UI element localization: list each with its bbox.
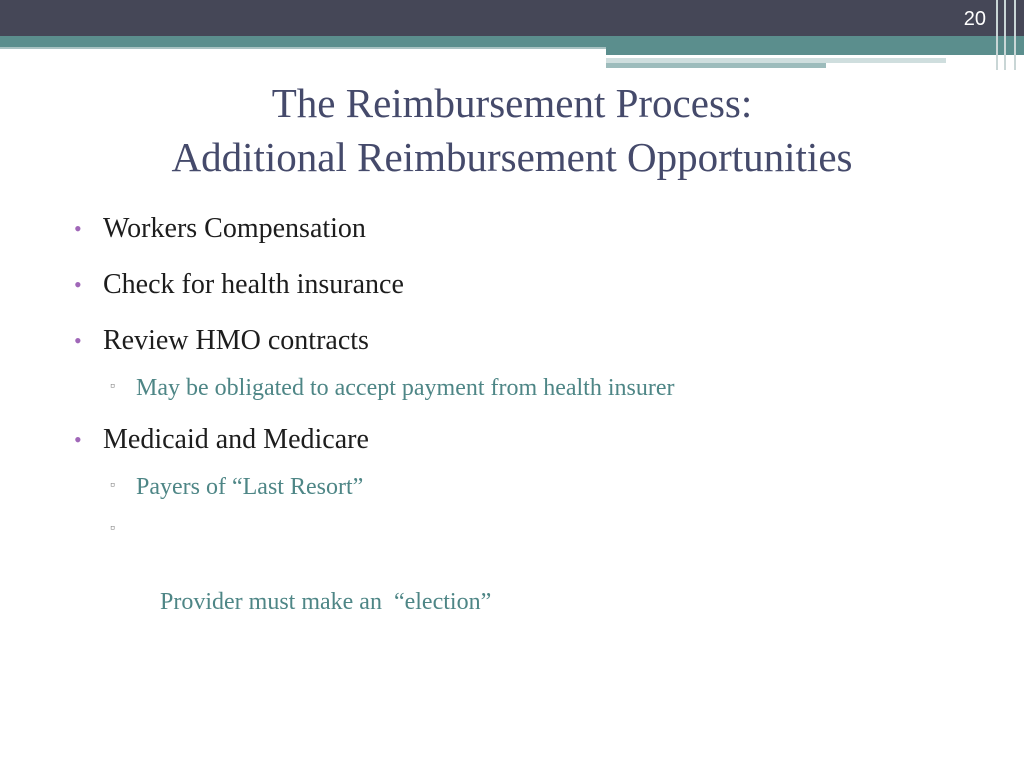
accent-band-right-pale-2 [606, 63, 826, 68]
sub-bullet-text: Payers of “Last Resort” [136, 474, 364, 500]
sub-list-item [74, 512, 974, 656]
list-item [74, 264, 974, 306]
bullet-dot-icon: • [74, 328, 82, 353]
bullet-list [74, 208, 974, 669]
bullet-text: Review HMO contracts [103, 325, 369, 356]
sub-list-item [74, 469, 974, 505]
bullet-text: Medicaid and Medicare [103, 424, 369, 455]
square-bullet-icon: ▫ [110, 379, 115, 394]
decor-stripe [1004, 0, 1006, 70]
sub-list-item [74, 370, 974, 406]
sub-bullet-text: May be obligated to accept payment from health insurer [136, 375, 675, 401]
bullet-text: Workers Compensation [103, 213, 366, 244]
title-line-1: The Reimbursement Process: [271, 80, 753, 126]
list-item [74, 419, 974, 461]
accent-band [0, 36, 1024, 47]
accent-band-light [0, 47, 606, 49]
slide-title [0, 76, 1024, 184]
bullet-dot-icon: • [74, 216, 82, 241]
slide-number: 20 [963, 8, 986, 30]
sub-bullet-text: Provider must make an “election” [160, 589, 492, 615]
bullet-text: Check for health insurance [103, 269, 404, 300]
square-bullet-icon: ▫ [110, 478, 115, 493]
list-item [74, 208, 974, 250]
decor-stripe [1014, 0, 1016, 70]
top-bar [0, 0, 1024, 36]
square-bullet-icon: ▫ [110, 521, 115, 536]
title-line-2: Additional Reimbursement Opportunities [171, 134, 853, 180]
bullet-dot-icon: • [74, 272, 82, 297]
bullet-dot-icon: • [74, 427, 82, 452]
decor-stripe [996, 0, 998, 70]
accent-band-right [606, 47, 1024, 55]
list-item [74, 320, 974, 362]
